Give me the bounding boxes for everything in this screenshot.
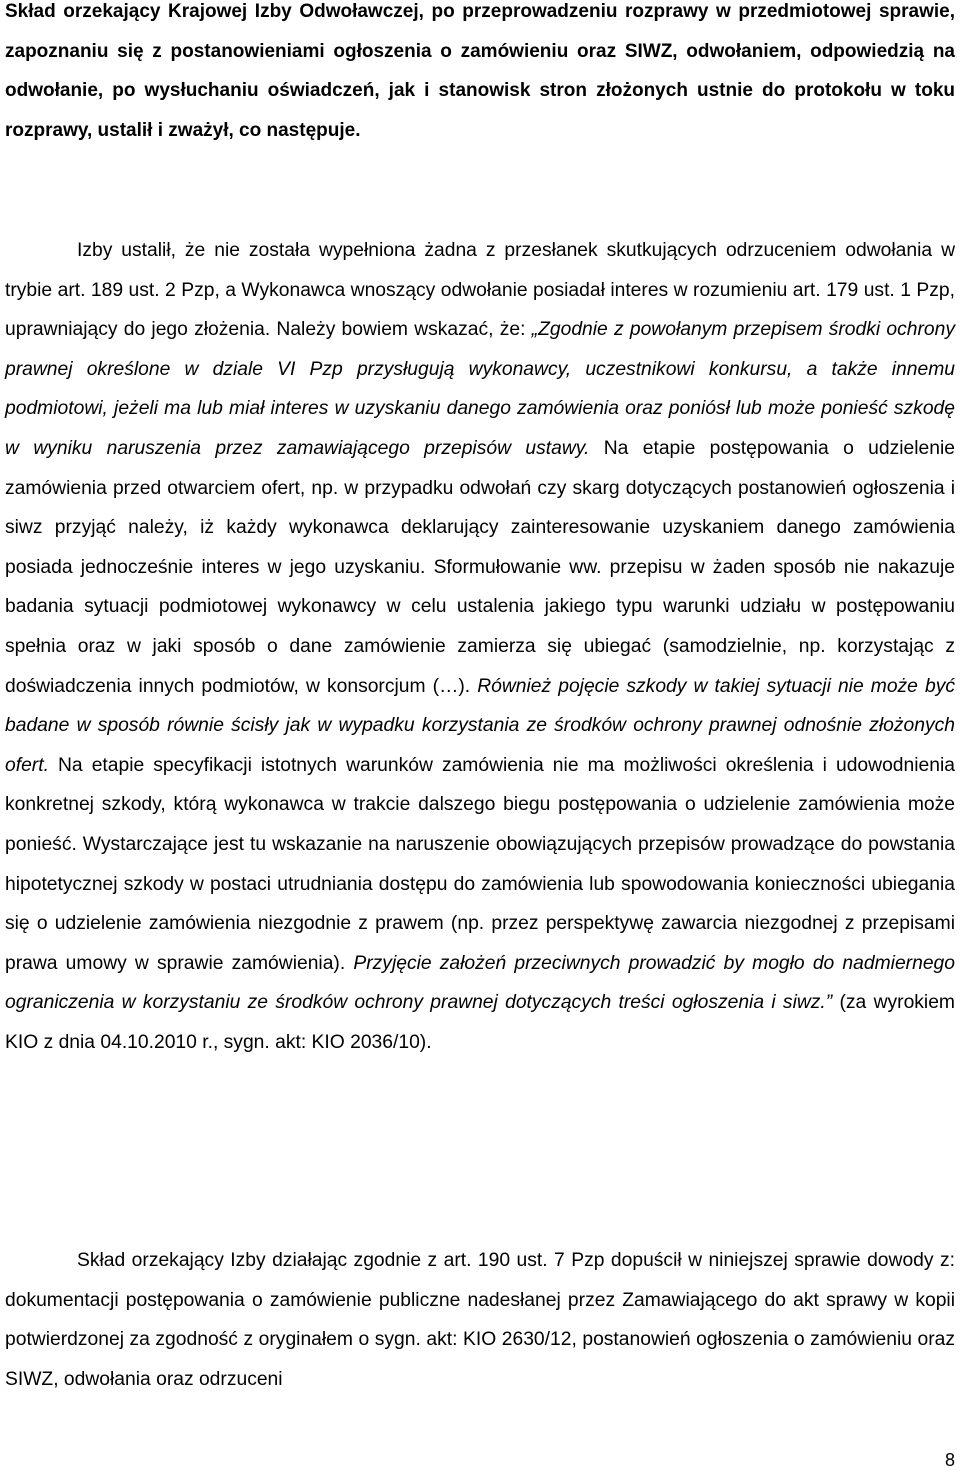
paragraph-interest-citation: (za wyrokiem KIO z dnia 04.10.2010 r., sygn. akt: KIO 2036/10). — [5, 992, 955, 1053]
page-number: 8 — [944, 1450, 955, 1470]
paragraph-interest-italic-3: Przyjęcie założeń przeciwnych prowadzić by mogło do nadmiernego ograniczenia w korzystaniu ze środków ochrony prawnej dotyczących treści ogłoszenia i siwz.” — [5, 952, 955, 1014]
paragraph-intro-bold: Skład orzekający Krajowej Izby Odwoławczej, po przeprowadzeniu rozprawy w przedmiotowej sprawie, zapoznaniu się z postanowieniami ogłoszenia o zamówieniu oraz SIWZ, odwołaniem, odpowiedzią na odwołanie, po wysłuchaniu oświadczeń, jak i stanowisk stron złożonych ustnie do protokołu w toku rozprawy, ustalił i zważył, co następuje. — [5, 1, 955, 141]
paragraph-interest-plain-1: Na etapie postępowania o udzielenie zamówienia przed otwarciem ofert, np. w przypadku odwołań czy skarg dotyczących postanowień ogłoszenia i siwz przyjąć należy, iż każdy wykonawca deklarujący zainteresowanie uzyskaniem danego zamówienia posiada jednocześnie interes w jego uzyskaniu. Sformułowanie ww. przepisu w żaden sposób nie nakazuje badania sytuacji podmiotowej wykonawcy w celu ustalenia jakiego typu warunki udziału w postępowaniu spełnia oraz w jaki sposób o dane zamówienie zamierza się ubiegać (samodzielnie, np. korzystając z doświadczenia innych podmiotów, w konsorcjum (…). — [5, 437, 956, 697]
paragraph-interest-intro: Izby ustalił, że nie została wypełniona żadna z przesłanek skutkujących odrzuceniem odwołania w trybie art. 189 ust. 2 Pzp, a Wykonawca wnoszący odwołanie posiadał interes w rozumieniu art. 179 ust. 1 Pzp, uprawniający do jego złożenia. Należy bowiem wskazać, że: — [5, 240, 955, 341]
paragraph-evidence: Skład orzekający Izby działając zgodnie z art. 190 ust. 7 Pzp dopuścił w niniejszej sprawie dowody z: dokumentacji postępowania o zamówienie publiczne nadesłanej przez Zamawiającego do akt sprawy w kopii potwierdzonej za zgodność z oryginałem o sygn. akt: KIO 2630/12, postanowień ogłoszenia o zamówieniu oraz SIWZ, odwołania oraz odrzuceni — [5, 1250, 955, 1390]
paragraph-interest-quote: „Zgodnie z powołanym przepisem środki ochrony prawnej określone w dziale VI Pzp przysługują wykonawcy, uczestnikowi konkursu, a także innemu podmiotowi, jeżeli ma lub miał interes w uzyskaniu danego zamówienia oraz poniósł lub może ponieść szkodę w wyniku naruszenia przez zamawiającego przepisów ustawy. — [5, 319, 955, 459]
paragraph-interest-plain-2: Na etapie specyfikacji istotnych warunków zamówienia nie ma możliwości określenia i udowodnienia konkretnej szkody, którą wykonawca w trakcie dalszego biegu postępowania o udzielenie zamówienia może ponieść. Wystarczające jest tu wskazanie na naruszenie obowiązujących przepisów prowadzące do powstania hipotetycznej szkody w postaci utrudniania dostępu do zamówienia lub spowodowania konieczności ubiegania się o udzielenie zamówienia niezgodnie z prawem (np. przez perspektywę zawarcia niezgodnej z przepisami prawa umowy w sprawie zamówienia). — [5, 754, 955, 974]
paragraph-interest-italic-2: Również pojęcie szkody w takiej sytuacji nie może być badane w sposób równie ścisły jak w wypadku korzystania ze środków ochrony prawnej odnośnie złożonych ofert. — [5, 675, 955, 776]
paragraph-interest — [5, 231, 955, 1062]
